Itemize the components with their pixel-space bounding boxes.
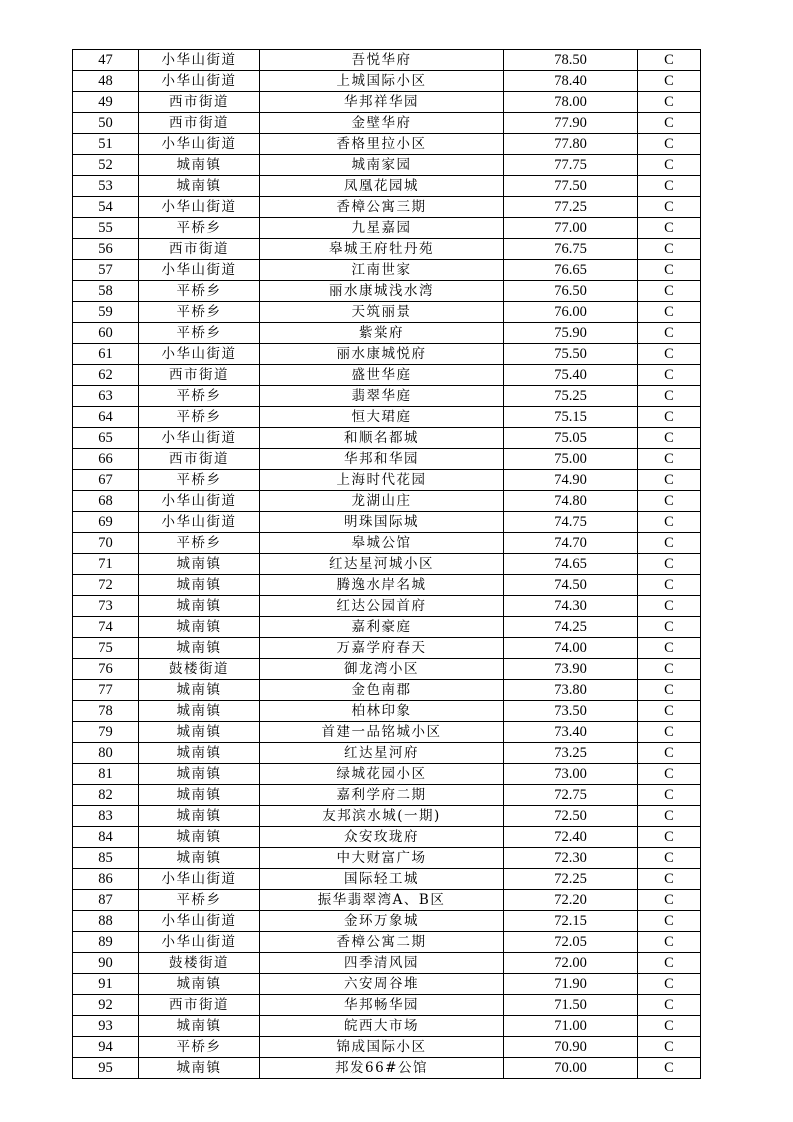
score-cell: 77.00 [504, 218, 638, 239]
table-row [73, 617, 701, 638]
row-number-cell: 76 [73, 659, 139, 680]
community-name-cell: 锦成国际小区 [260, 1037, 504, 1058]
row-number-cell: 86 [73, 869, 139, 890]
table-row [73, 743, 701, 764]
grade-cell: C [638, 323, 701, 344]
table-row [73, 176, 701, 197]
street-cell: 城南镇 [139, 848, 260, 869]
street-cell: 城南镇 [139, 155, 260, 176]
score-cell: 74.90 [504, 470, 638, 491]
grade-cell: C [638, 155, 701, 176]
grade-cell: C [638, 92, 701, 113]
grade-cell: C [638, 113, 701, 134]
row-number-cell: 67 [73, 470, 139, 491]
table-row [73, 533, 701, 554]
table-row [73, 827, 701, 848]
score-cell: 76.00 [504, 302, 638, 323]
grade-cell: C [638, 239, 701, 260]
score-cell: 74.00 [504, 638, 638, 659]
table-row [73, 428, 701, 449]
score-cell: 72.50 [504, 806, 638, 827]
grade-cell: C [638, 785, 701, 806]
grade-cell: C [638, 974, 701, 995]
grade-cell: C [638, 911, 701, 932]
street-cell: 平桥乡 [139, 281, 260, 302]
community-name-cell: 丽水康城浅水湾 [260, 281, 504, 302]
score-cell: 75.90 [504, 323, 638, 344]
score-cell: 72.75 [504, 785, 638, 806]
grade-cell: C [638, 890, 701, 911]
row-number-cell: 52 [73, 155, 139, 176]
table-row [73, 218, 701, 239]
row-number-cell: 81 [73, 764, 139, 785]
street-cell: 西市街道 [139, 239, 260, 260]
score-cell: 76.65 [504, 260, 638, 281]
row-number-cell: 77 [73, 680, 139, 701]
row-number-cell: 89 [73, 932, 139, 953]
row-number-cell: 66 [73, 449, 139, 470]
community-name-cell: 和顺名都城 [260, 428, 504, 449]
community-name-cell: 华邦和华园 [260, 449, 504, 470]
community-name-cell: 邦发66#公馆 [260, 1058, 504, 1079]
grade-cell: C [638, 197, 701, 218]
street-cell: 鼓楼街道 [139, 953, 260, 974]
grade-cell: C [638, 491, 701, 512]
street-cell: 平桥乡 [139, 407, 260, 428]
street-cell: 西市街道 [139, 449, 260, 470]
community-name-cell: 紫棠府 [260, 323, 504, 344]
street-cell: 西市街道 [139, 365, 260, 386]
street-cell: 平桥乡 [139, 533, 260, 554]
street-cell: 城南镇 [139, 701, 260, 722]
grade-cell: C [638, 806, 701, 827]
grade-cell: C [638, 533, 701, 554]
grade-cell: C [638, 701, 701, 722]
score-cell: 76.75 [504, 239, 638, 260]
table-row [73, 701, 701, 722]
table-row [73, 50, 701, 71]
table-row [73, 680, 701, 701]
street-cell: 城南镇 [139, 806, 260, 827]
table-row [73, 1016, 701, 1037]
community-name-cell: 香樟公寓二期 [260, 932, 504, 953]
street-cell: 西市街道 [139, 113, 260, 134]
table-row [73, 596, 701, 617]
street-cell: 小华山街道 [139, 50, 260, 71]
score-cell: 75.25 [504, 386, 638, 407]
table-row [73, 1037, 701, 1058]
grade-cell: C [638, 470, 701, 491]
community-name-cell: 首建一品铭城小区 [260, 722, 504, 743]
grade-cell: C [638, 134, 701, 155]
street-cell: 城南镇 [139, 596, 260, 617]
grade-cell: C [638, 995, 701, 1016]
score-cell: 72.40 [504, 827, 638, 848]
row-number-cell: 65 [73, 428, 139, 449]
street-cell: 西市街道 [139, 995, 260, 1016]
table-row [73, 638, 701, 659]
row-number-cell: 48 [73, 71, 139, 92]
table-row [73, 785, 701, 806]
score-cell: 73.00 [504, 764, 638, 785]
row-number-cell: 95 [73, 1058, 139, 1079]
street-cell: 鼓楼街道 [139, 659, 260, 680]
street-cell: 小华山街道 [139, 869, 260, 890]
community-name-cell: 振华翡翠湾A、B区 [260, 890, 504, 911]
table-row [73, 134, 701, 155]
grade-cell: C [638, 71, 701, 92]
grade-cell: C [638, 176, 701, 197]
street-cell: 城南镇 [139, 638, 260, 659]
community-name-cell: 龙湖山庄 [260, 491, 504, 512]
street-cell: 城南镇 [139, 785, 260, 806]
community-name-cell: 明珠国际城 [260, 512, 504, 533]
row-number-cell: 72 [73, 575, 139, 596]
table-row [73, 575, 701, 596]
table-row [73, 302, 701, 323]
table-row [73, 512, 701, 533]
row-number-cell: 63 [73, 386, 139, 407]
score-cell: 72.25 [504, 869, 638, 890]
table-row [73, 344, 701, 365]
table-row [73, 974, 701, 995]
street-cell: 小华山街道 [139, 134, 260, 155]
street-cell: 城南镇 [139, 974, 260, 995]
community-name-cell: 九星嘉园 [260, 218, 504, 239]
street-cell: 平桥乡 [139, 323, 260, 344]
street-cell: 平桥乡 [139, 218, 260, 239]
score-cell: 73.25 [504, 743, 638, 764]
street-cell: 小华山街道 [139, 512, 260, 533]
score-cell: 72.15 [504, 911, 638, 932]
score-cell: 71.00 [504, 1016, 638, 1037]
table-row [73, 554, 701, 575]
grade-cell: C [638, 512, 701, 533]
grade-cell: C [638, 428, 701, 449]
row-number-cell: 79 [73, 722, 139, 743]
grade-cell: C [638, 596, 701, 617]
row-number-cell: 51 [73, 134, 139, 155]
grade-cell: C [638, 344, 701, 365]
community-name-cell: 恒大珺庭 [260, 407, 504, 428]
street-cell: 城南镇 [139, 554, 260, 575]
score-cell: 77.50 [504, 176, 638, 197]
grade-cell: C [638, 554, 701, 575]
table-row [73, 911, 701, 932]
score-cell: 74.65 [504, 554, 638, 575]
community-name-cell: 凤凰花园城 [260, 176, 504, 197]
table-row [73, 197, 701, 218]
row-number-cell: 74 [73, 617, 139, 638]
community-name-cell: 四季清风园 [260, 953, 504, 974]
score-cell: 77.80 [504, 134, 638, 155]
row-number-cell: 83 [73, 806, 139, 827]
row-number-cell: 55 [73, 218, 139, 239]
score-cell: 78.40 [504, 71, 638, 92]
score-cell: 75.00 [504, 449, 638, 470]
table-row [73, 848, 701, 869]
table-row [73, 92, 701, 113]
grade-cell: C [638, 743, 701, 764]
score-cell: 71.90 [504, 974, 638, 995]
community-name-cell: 中大财富广场 [260, 848, 504, 869]
street-cell: 平桥乡 [139, 1037, 260, 1058]
row-number-cell: 50 [73, 113, 139, 134]
community-name-cell: 嘉利学府二期 [260, 785, 504, 806]
row-number-cell: 64 [73, 407, 139, 428]
table-row [73, 722, 701, 743]
table-row [73, 491, 701, 512]
street-cell: 小华山街道 [139, 344, 260, 365]
street-cell: 平桥乡 [139, 386, 260, 407]
street-cell: 城南镇 [139, 176, 260, 197]
row-number-cell: 69 [73, 512, 139, 533]
score-cell: 75.15 [504, 407, 638, 428]
street-cell: 城南镇 [139, 764, 260, 785]
community-name-cell: 皋城王府牡丹苑 [260, 239, 504, 260]
table-row [73, 995, 701, 1016]
table-row [73, 470, 701, 491]
row-number-cell: 94 [73, 1037, 139, 1058]
score-cell: 70.90 [504, 1037, 638, 1058]
grade-cell: C [638, 638, 701, 659]
grade-cell: C [638, 869, 701, 890]
street-cell: 城南镇 [139, 575, 260, 596]
row-number-cell: 57 [73, 260, 139, 281]
community-name-cell: 翡翠华庭 [260, 386, 504, 407]
score-cell: 78.50 [504, 50, 638, 71]
table-row [73, 932, 701, 953]
row-number-cell: 85 [73, 848, 139, 869]
grade-cell: C [638, 1016, 701, 1037]
grade-cell: C [638, 218, 701, 239]
table-row [73, 764, 701, 785]
ranking-table-body [73, 50, 701, 1079]
grade-cell: C [638, 848, 701, 869]
row-number-cell: 70 [73, 533, 139, 554]
street-cell: 小华山街道 [139, 260, 260, 281]
street-cell: 城南镇 [139, 680, 260, 701]
community-name-cell: 御龙湾小区 [260, 659, 504, 680]
grade-cell: C [638, 281, 701, 302]
street-cell: 西市街道 [139, 92, 260, 113]
community-name-cell: 红达星河府 [260, 743, 504, 764]
row-number-cell: 84 [73, 827, 139, 848]
grade-cell: C [638, 764, 701, 785]
score-cell: 77.75 [504, 155, 638, 176]
score-cell: 75.50 [504, 344, 638, 365]
score-cell: 72.00 [504, 953, 638, 974]
street-cell: 城南镇 [139, 827, 260, 848]
score-cell: 75.40 [504, 365, 638, 386]
grade-cell: C [638, 953, 701, 974]
table-row [73, 365, 701, 386]
community-name-cell: 盛世华庭 [260, 365, 504, 386]
community-name-cell: 红达星河城小区 [260, 554, 504, 575]
row-number-cell: 93 [73, 1016, 139, 1037]
grade-cell: C [638, 50, 701, 71]
community-name-cell: 皖西大市场 [260, 1016, 504, 1037]
street-cell: 小华山街道 [139, 491, 260, 512]
score-cell: 73.90 [504, 659, 638, 680]
table-row [73, 260, 701, 281]
table-row [73, 386, 701, 407]
score-cell: 74.80 [504, 491, 638, 512]
score-cell: 74.70 [504, 533, 638, 554]
row-number-cell: 68 [73, 491, 139, 512]
table-row [73, 239, 701, 260]
table-row [73, 869, 701, 890]
grade-cell: C [638, 302, 701, 323]
community-name-cell: 华邦畅华园 [260, 995, 504, 1016]
score-cell: 74.75 [504, 512, 638, 533]
row-number-cell: 47 [73, 50, 139, 71]
community-name-cell: 皋城公馆 [260, 533, 504, 554]
community-name-cell: 友邦滨水城(一期) [260, 806, 504, 827]
community-name-cell: 上城国际小区 [260, 71, 504, 92]
community-name-cell: 江南世家 [260, 260, 504, 281]
row-number-cell: 82 [73, 785, 139, 806]
community-name-cell: 城南家园 [260, 155, 504, 176]
grade-cell: C [638, 386, 701, 407]
community-name-cell: 红达公园首府 [260, 596, 504, 617]
row-number-cell: 71 [73, 554, 139, 575]
score-cell: 75.05 [504, 428, 638, 449]
street-cell: 小华山街道 [139, 428, 260, 449]
row-number-cell: 87 [73, 890, 139, 911]
row-number-cell: 73 [73, 596, 139, 617]
row-number-cell: 88 [73, 911, 139, 932]
community-name-cell: 香格里拉小区 [260, 134, 504, 155]
grade-cell: C [638, 407, 701, 428]
score-cell: 74.50 [504, 575, 638, 596]
table-row [73, 407, 701, 428]
community-name-cell: 吾悦华府 [260, 50, 504, 71]
score-cell: 76.50 [504, 281, 638, 302]
row-number-cell: 92 [73, 995, 139, 1016]
community-name-cell: 香樟公寓三期 [260, 197, 504, 218]
community-name-cell: 金色南郡 [260, 680, 504, 701]
row-number-cell: 49 [73, 92, 139, 113]
score-cell: 74.25 [504, 617, 638, 638]
score-cell: 73.40 [504, 722, 638, 743]
street-cell: 城南镇 [139, 722, 260, 743]
score-cell: 70.00 [504, 1058, 638, 1079]
grade-cell: C [638, 722, 701, 743]
row-number-cell: 91 [73, 974, 139, 995]
community-name-cell: 绿城花园小区 [260, 764, 504, 785]
table-row [73, 890, 701, 911]
score-cell: 73.80 [504, 680, 638, 701]
table-row [73, 71, 701, 92]
row-number-cell: 54 [73, 197, 139, 218]
street-cell: 城南镇 [139, 1058, 260, 1079]
table-row [73, 155, 701, 176]
row-number-cell: 60 [73, 323, 139, 344]
score-cell: 78.00 [504, 92, 638, 113]
row-number-cell: 80 [73, 743, 139, 764]
row-number-cell: 90 [73, 953, 139, 974]
grade-cell: C [638, 617, 701, 638]
score-cell: 73.50 [504, 701, 638, 722]
row-number-cell: 61 [73, 344, 139, 365]
street-cell: 小华山街道 [139, 911, 260, 932]
grade-cell: C [638, 659, 701, 680]
community-name-cell: 金环万象城 [260, 911, 504, 932]
score-cell: 77.25 [504, 197, 638, 218]
street-cell: 城南镇 [139, 1016, 260, 1037]
street-cell: 小华山街道 [139, 71, 260, 92]
ranking-table-page [72, 49, 700, 1079]
grade-cell: C [638, 449, 701, 470]
score-cell: 71.50 [504, 995, 638, 1016]
score-cell: 72.30 [504, 848, 638, 869]
community-name-cell: 国际轻工城 [260, 869, 504, 890]
ranking-table [72, 49, 701, 1079]
table-row [73, 1058, 701, 1079]
row-number-cell: 58 [73, 281, 139, 302]
row-number-cell: 75 [73, 638, 139, 659]
grade-cell: C [638, 365, 701, 386]
table-row [73, 113, 701, 134]
table-row [73, 449, 701, 470]
community-name-cell: 众安玫珑府 [260, 827, 504, 848]
community-name-cell: 柏林印象 [260, 701, 504, 722]
community-name-cell: 华邦祥华园 [260, 92, 504, 113]
row-number-cell: 78 [73, 701, 139, 722]
table-row [73, 323, 701, 344]
community-name-cell: 六安周谷堆 [260, 974, 504, 995]
table-row [73, 281, 701, 302]
table-row [73, 953, 701, 974]
community-name-cell: 天筑丽景 [260, 302, 504, 323]
street-cell: 小华山街道 [139, 932, 260, 953]
table-row [73, 806, 701, 827]
street-cell: 城南镇 [139, 743, 260, 764]
score-cell: 74.30 [504, 596, 638, 617]
row-number-cell: 62 [73, 365, 139, 386]
community-name-cell: 万嘉学府春天 [260, 638, 504, 659]
grade-cell: C [638, 827, 701, 848]
score-cell: 72.05 [504, 932, 638, 953]
community-name-cell: 腾逸水岸名城 [260, 575, 504, 596]
community-name-cell: 丽水康城悦府 [260, 344, 504, 365]
score-cell: 72.20 [504, 890, 638, 911]
street-cell: 平桥乡 [139, 302, 260, 323]
grade-cell: C [638, 260, 701, 281]
street-cell: 小华山街道 [139, 197, 260, 218]
grade-cell: C [638, 932, 701, 953]
community-name-cell: 金壁华府 [260, 113, 504, 134]
street-cell: 城南镇 [139, 617, 260, 638]
community-name-cell: 上海时代花园 [260, 470, 504, 491]
street-cell: 平桥乡 [139, 470, 260, 491]
street-cell: 平桥乡 [139, 890, 260, 911]
row-number-cell: 53 [73, 176, 139, 197]
grade-cell: C [638, 1037, 701, 1058]
grade-cell: C [638, 680, 701, 701]
row-number-cell: 59 [73, 302, 139, 323]
grade-cell: C [638, 575, 701, 596]
community-name-cell: 嘉利豪庭 [260, 617, 504, 638]
grade-cell: C [638, 1058, 701, 1079]
table-row [73, 659, 701, 680]
row-number-cell: 56 [73, 239, 139, 260]
score-cell: 77.90 [504, 113, 638, 134]
